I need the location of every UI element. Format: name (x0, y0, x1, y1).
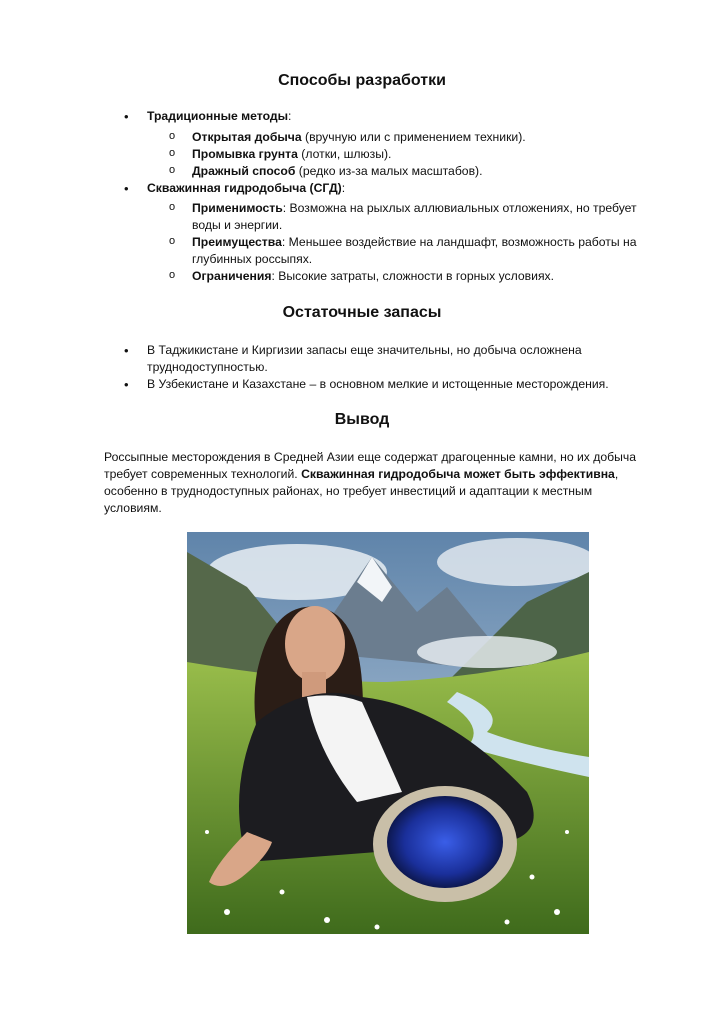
mist (417, 636, 557, 668)
list-item: o Ограничения: Высокие затраты, сложности в горных условиях. (124, 268, 684, 285)
list-item-traditional: • Традиционные методы: (124, 108, 684, 125)
list-item: o Применимость: Возможна на рыхлых аллювиальных отложениях, но требует воды и энергии. (124, 200, 684, 234)
face (285, 606, 345, 682)
list-item: o Дражный способ (редко из-за малых масштабов). (124, 163, 684, 180)
heading-conclusion: Вывод (334, 411, 390, 428)
reserves-list (124, 342, 684, 393)
list-item: • В Таджикистане и Киргизии запасы еще значительны, но добыча осложнена труднодоступностью. (124, 342, 684, 376)
illustration-image (187, 532, 589, 934)
heading-reserves: Остаточные запасы (282, 304, 442, 321)
list-item: o Промывка грунта (лотки, шлюзы). (124, 146, 684, 163)
methods-list (124, 108, 684, 285)
neck (302, 672, 326, 697)
illustration-svg (187, 532, 589, 934)
list-item: • В Узбекистане и Казахстане – в основном мелкие и истощенные месторождения. (124, 376, 684, 393)
geode-crystals (387, 796, 503, 888)
conclusion-paragraph: Россыпные месторождения в Средней Азии еще содержат драгоценные камни, но их добыча требует современных технологий. Скважинная гидродобыча может быть эффективна, особенно в труднодоступных районах, но требует инвестиций и адаптации к местным условиям. (104, 450, 637, 515)
list-item: o Преимущества: Меньшее воздействие на ландшафт, возможность работы на глубинных россыпях. (124, 234, 684, 268)
heading-methods: Способы разработки (278, 72, 446, 89)
list-item: o Открытая добыча (вручную или с применением техники). (124, 129, 684, 146)
list-item-borehole: • Скважинная гидродобыча (СГД): (124, 180, 684, 197)
